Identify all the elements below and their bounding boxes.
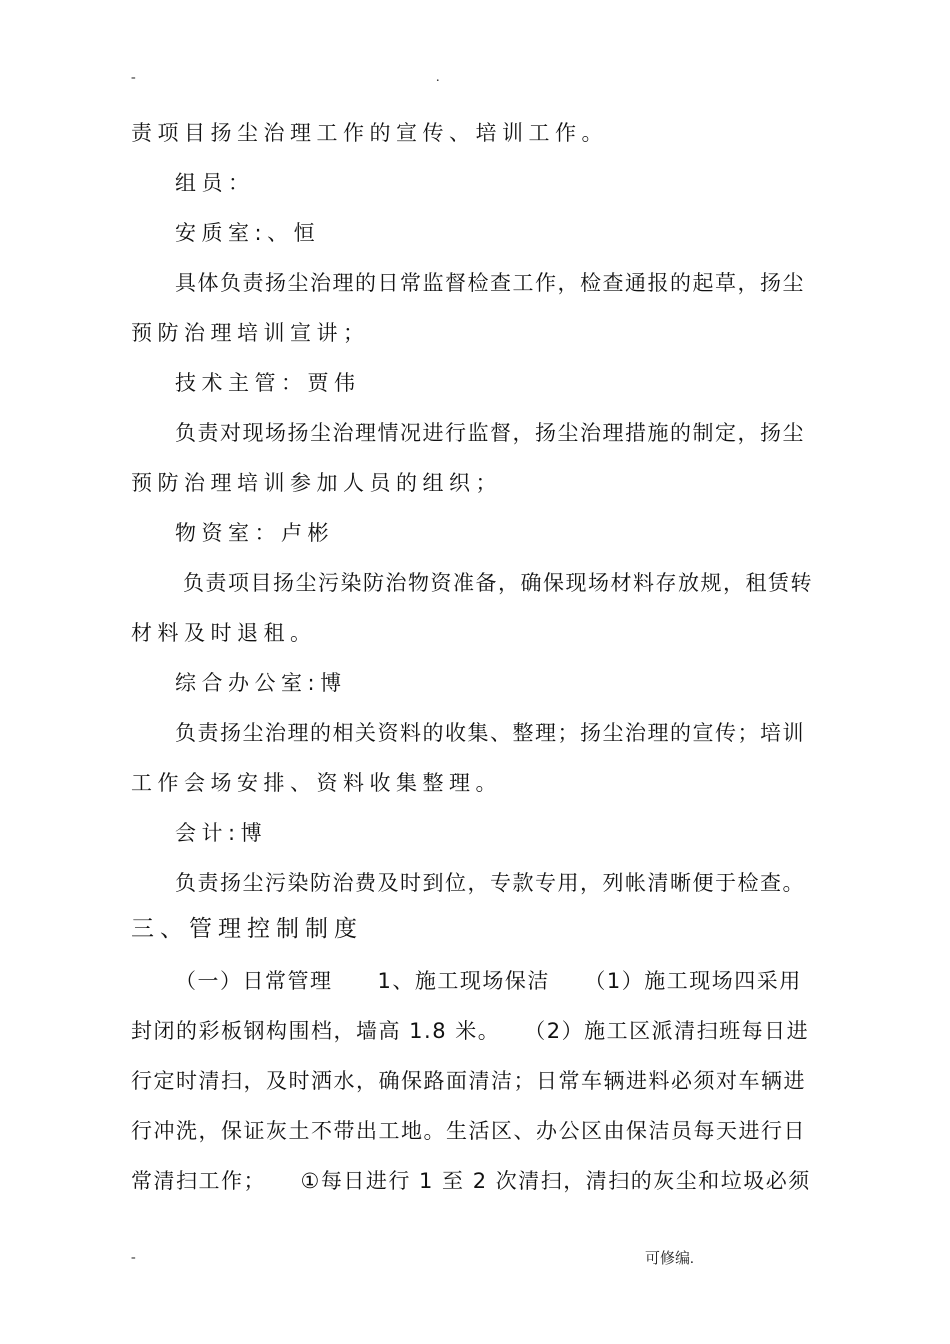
text-line: 综合办公室:博 xyxy=(175,671,347,695)
text-line: 负责项目扬尘污染防治物资准备，确保现场材料存放规，租赁转 xyxy=(183,571,813,595)
text-line: 常清扫工作； ①每日进行 1 至 2 次清扫，清扫的灰尘和垃圾必须 xyxy=(131,1169,811,1193)
text-line: 负责扬尘污染防治费及时到位，专款专用，列帐清晰便于检查。 xyxy=(175,871,805,895)
text-line: 行冲洗，保证灰土不带出工地。生活区、办公区由保洁员每天进行日 xyxy=(131,1119,806,1143)
text-line: 预防治理培训宣讲； xyxy=(131,321,370,345)
text-line: 责项目扬尘治理工作的宣传、培训工作。 xyxy=(131,121,608,145)
header-left-mark: - xyxy=(131,70,136,85)
text-line: 具体负责扬尘治理的日常监督检查工作，检查通报的起草，扬尘 xyxy=(175,271,805,295)
text-line: 材料及时退租。 xyxy=(131,621,317,645)
text-line: 负责对现场扬尘治理情况进行监督，扬尘治理措施的制定，扬尘 xyxy=(175,421,805,445)
text-line: 工作会场安排、资料收集整理。 xyxy=(131,771,502,795)
text-line: 负责扬尘治理的相关资料的收集、整理；扬尘治理的宣传；培训 xyxy=(175,721,805,745)
text-line: 行定时清扫，及时洒水，确保路面清洁；日常车辆进料必须对车辆进 xyxy=(131,1069,806,1093)
text-line: 会计:博 xyxy=(175,821,268,845)
header-right-mark: . xyxy=(436,70,440,85)
text-line: 技术主管：贾伟 xyxy=(175,371,361,395)
text-line: 预防治理培训参加人员的组织； xyxy=(131,471,502,495)
footer-left-mark: - xyxy=(131,1250,136,1265)
text-line: （一）日常管理 1、施工现场保洁 （1）施工现场四采用 xyxy=(175,969,802,993)
text-line: 组员： xyxy=(175,171,255,195)
footer-text: 可修编. xyxy=(645,1251,694,1267)
section-heading: 三、管理控制制度 xyxy=(131,916,363,942)
text-line: 物资室：卢彬 xyxy=(175,521,334,545)
text-line: 封闭的彩板钢构围档，墙高 1.8 米。 （2）施工区派清扫班每日进 xyxy=(131,1019,810,1043)
text-line: 安质室:、恒 xyxy=(175,221,321,245)
